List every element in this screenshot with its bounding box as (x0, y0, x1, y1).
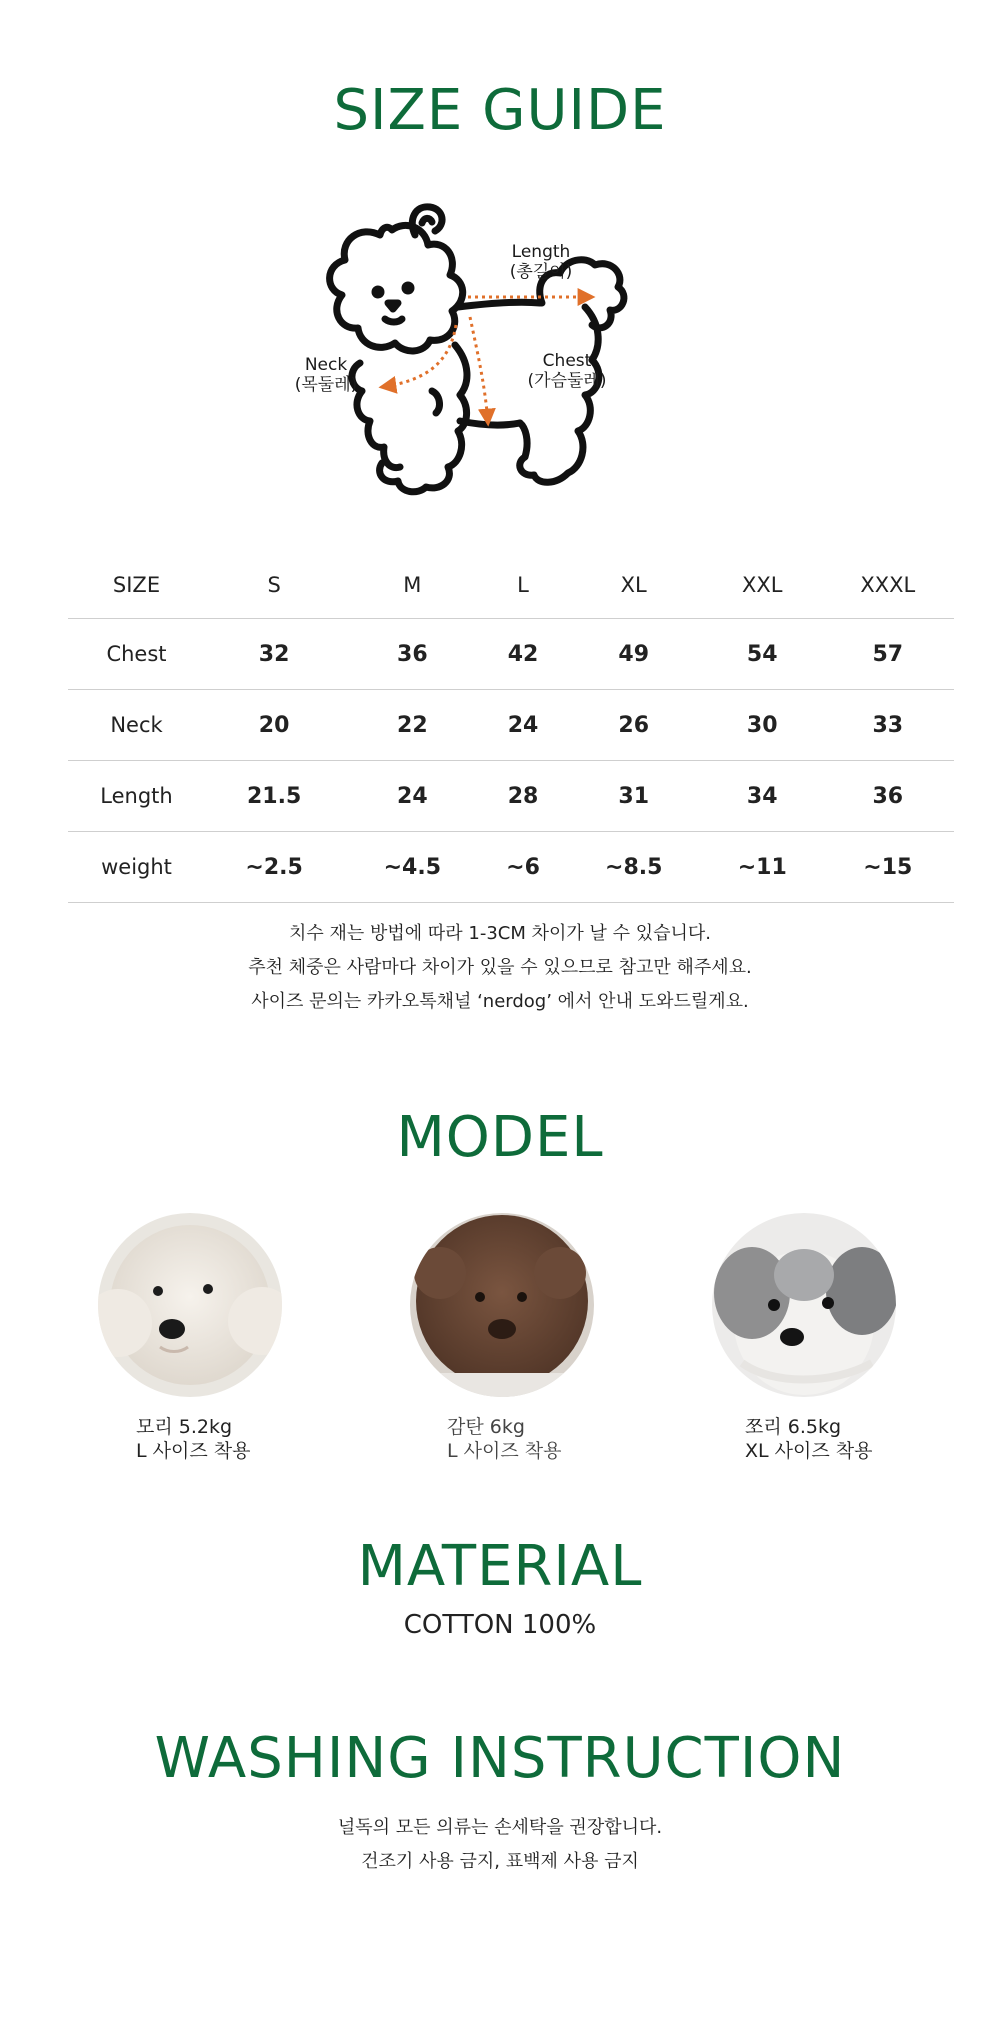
size-header-l: L (481, 552, 564, 619)
model-name-weight: 쪼리 6.5kg (745, 1416, 842, 1438)
table-cell: ~4.5 (343, 832, 481, 903)
table-cell: 34 (703, 761, 822, 832)
table-cell: 31 (565, 761, 703, 832)
size-header-xxxl: XXXL (822, 552, 954, 619)
length-label: Length (511, 242, 571, 262)
size-note-line: 사이즈 문의는 카카오톡채널 ‘nerdog’ 에서 안내 도와드릴게요. (251, 991, 749, 1012)
table-cell: 32 (205, 619, 343, 690)
row-label-length: Length (68, 761, 205, 832)
size-header-xl: XL (565, 552, 703, 619)
table-row (68, 832, 954, 903)
model-card (712, 1213, 902, 1463)
white-bichon-dog-photo (98, 1213, 282, 1397)
brown-poodle-dog-photo (410, 1213, 594, 1397)
table-cell: 49 (565, 619, 703, 690)
model-name-weight: 감탄 6kg (447, 1416, 525, 1438)
model-size-worn: XL 사이즈 착용 (745, 1440, 873, 1462)
size-column-header: SIZE (68, 552, 205, 619)
table-cell: ~6 (481, 832, 564, 903)
chest-label-ko: (가슴둘레) (527, 371, 607, 391)
chest-label: Chest (542, 351, 592, 371)
table-row (68, 619, 954, 690)
model-card (410, 1213, 600, 1463)
table-cell: 24 (343, 761, 481, 832)
table-cell: 21.5 (205, 761, 343, 832)
model-name-weight: 모리 5.2kg (136, 1416, 233, 1438)
material-title: MATERIAL (357, 1534, 643, 1599)
size-header-m: M (343, 552, 481, 619)
size-header-xxl: XXL (703, 552, 822, 619)
neck-label-ko: (목둘레) (294, 375, 358, 395)
table-cell: 24 (481, 690, 564, 761)
table-cell: ~8.5 (565, 832, 703, 903)
table-row (68, 761, 954, 832)
length-label-ko: (총길이) (509, 262, 573, 282)
washing-note-line: 건조기 사용 금지, 표백제 사용 금지 (361, 1851, 639, 1872)
material-text: COTTON 100% (403, 1610, 597, 1640)
size-note-line: 치수 재는 방법에 따라 1-3CM 차이가 날 수 있습니다. (289, 923, 711, 944)
table-cell: 57 (822, 619, 954, 690)
size-table-header-row (68, 552, 954, 619)
row-label-chest: Chest (68, 619, 205, 690)
row-label-neck: Neck (68, 690, 205, 761)
table-cell: 20 (205, 690, 343, 761)
model-size-worn: L 사이즈 착용 (447, 1440, 562, 1462)
table-cell: 42 (481, 619, 564, 690)
washing-notes (0, 1811, 1000, 1879)
grey-white-shih-tzu-dog-photo (712, 1213, 896, 1397)
size-table (68, 552, 954, 903)
table-cell: 22 (343, 690, 481, 761)
table-cell: 26 (565, 690, 703, 761)
washing-note-line: 널독의 모든 의류는 손세탁을 권장합니다. (337, 1817, 663, 1838)
table-cell: 28 (481, 761, 564, 832)
model-title: MODEL (396, 1105, 604, 1170)
dog-measurement-illustration (294, 195, 710, 525)
model-size-worn: L 사이즈 착용 (136, 1440, 251, 1462)
table-cell: 54 (703, 619, 822, 690)
model-card (98, 1213, 288, 1463)
size-guide-title: SIZE GUIDE (333, 78, 667, 143)
table-cell: ~15 (822, 832, 954, 903)
table-cell: 30 (703, 690, 822, 761)
table-cell: 36 (343, 619, 481, 690)
size-header-s: S (205, 552, 343, 619)
neck-label: Neck (304, 355, 348, 375)
washing-instruction-title: WASHING INSTRUCTION (154, 1726, 846, 1791)
table-cell: 33 (822, 690, 954, 761)
table-cell: ~2.5 (205, 832, 343, 903)
row-label-weight: weight (68, 832, 205, 903)
table-row (68, 690, 954, 761)
table-cell: ~11 (703, 832, 822, 903)
size-notes (0, 917, 1000, 1019)
size-note-line: 추천 체중은 사람마다 차이가 있을 수 있으므로 참고만 해주세요. (248, 957, 752, 978)
table-cell: 36 (822, 761, 954, 832)
